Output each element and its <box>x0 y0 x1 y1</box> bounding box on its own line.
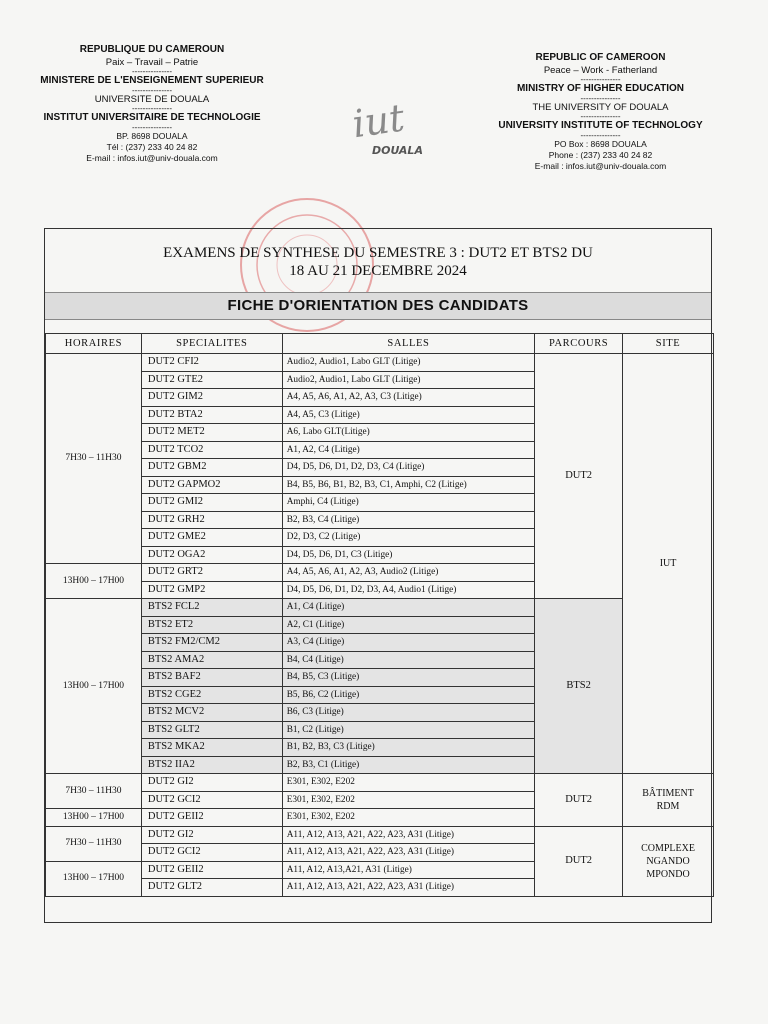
rooms-cell: Audio2, Audio1, Labo GLT (Litige) <box>282 354 534 372</box>
rooms-cell: A4, A5, A6, A1, A2, A3, C3 (Litige) <box>282 389 534 407</box>
rooms-cell: Audio2, Audio1, Labo GLT (Litige) <box>282 371 534 389</box>
email-en: E-mail : infos.iut@univ-douala.com <box>534 160 667 171</box>
exam-title <box>44 244 712 280</box>
separator: --------------- <box>580 75 621 84</box>
title-line-2: 18 AU 21 DECEMBRE 2024 <box>289 263 467 279</box>
site-line: NGANDO <box>646 855 690 867</box>
specialty-cell: DUT2 GLT2 <box>141 879 282 897</box>
track-cell: DUT2 <box>535 826 623 896</box>
rooms-cell: D4, D5, D6, D1, C3 (Litige) <box>282 546 534 564</box>
rooms-cell: B4, B5, C3 (Litige) <box>282 669 534 687</box>
site-line: COMPLEXE <box>641 842 695 854</box>
time-slot-cell: 13H00 – 17H00 <box>46 861 142 896</box>
country-fr: REPUBLIQUE DU CAMEROUN <box>79 44 225 55</box>
specialty-cell: DUT2 GI2 <box>141 826 282 844</box>
specialty-cell: DUT2 MET2 <box>141 424 282 442</box>
specialty-cell: BTS2 FCL2 <box>141 599 282 617</box>
rooms-cell: Amphi, C4 (Litige) <box>282 494 534 512</box>
specialty-cell: DUT2 GMP2 <box>141 581 282 599</box>
rooms-cell: A3, C4 (Litige) <box>282 634 534 652</box>
title-band <box>45 292 711 320</box>
rooms-cell: A11, A12, A13, A21, A22, A23, A31 (Litige) <box>282 879 534 897</box>
separator: --------------- <box>132 85 172 95</box>
rooms-cell: A6, Labo GLT(Litige) <box>282 424 534 442</box>
site-cell <box>623 826 714 896</box>
specialty-cell: DUT2 GCI2 <box>141 791 282 809</box>
col-header-horaires: HORAIRES <box>46 334 142 354</box>
specialty-cell: DUT2 TCO2 <box>141 441 282 459</box>
rooms-cell: B1, C2 (Litige) <box>282 721 534 739</box>
email-fr: E-mail : infos.iut@univ-douala.com <box>86 152 218 163</box>
specialty-cell: BTS2 FM2/CM2 <box>141 634 282 652</box>
specialty-cell: BTS2 CGE2 <box>141 686 282 704</box>
specialty-cell: DUT2 GAPMO2 <box>141 476 282 494</box>
specialty-cell: DUT2 GEII2 <box>141 861 282 879</box>
rooms-cell: A4, A5, C3 (Litige) <box>282 406 534 424</box>
separator: --------------- <box>132 67 172 76</box>
specialty-cell: BTS2 MKA2 <box>141 739 282 757</box>
track-cell: DUT2 <box>535 354 623 599</box>
specialty-cell: BTS2 AMA2 <box>141 651 282 669</box>
rooms-cell: A1, C4 (Litige) <box>282 599 534 617</box>
institute-fr: INSTITUT UNIVERSITAIRE DE TECHNOLOGIE <box>43 112 261 123</box>
time-slot-cell: 13H00 – 17H00 <box>46 599 142 774</box>
separator: --------------- <box>580 112 621 121</box>
site-cell <box>623 774 714 827</box>
rooms-cell: E301, E302, E202 <box>282 774 534 792</box>
rooms-cell: B4, C4 (Litige) <box>282 651 534 669</box>
track-cell: BTS2 <box>535 599 623 774</box>
rooms-cell: A2, C1 (Litige) <box>282 616 534 634</box>
rooms-cell: A1, A2, C4 (Litige) <box>282 441 534 459</box>
motto-fr: Paix – Travail – Patrie <box>105 56 199 68</box>
table-row <box>46 774 714 792</box>
phone-fr: Tél : (237) 233 40 24 82 <box>106 141 198 152</box>
rooms-cell: D4, D5, D6, D1, D2, D3, A4, Audio1 (Litige) <box>282 581 534 599</box>
iut-logo-icon <box>348 92 428 162</box>
specialty-cell: DUT2 GTE2 <box>141 371 282 389</box>
col-header-parcours: PARCOURS <box>535 334 623 354</box>
orientation-table <box>45 333 714 897</box>
specialty-cell: DUT2 GEII2 <box>141 809 282 827</box>
rooms-cell: A4, A5, A6, A1, A2, A3, Audio2 (Litige) <box>282 564 534 582</box>
rooms-cell: E301, E302, E202 <box>282 809 534 827</box>
institute-en: UNIVERSITY INSTITUTE OF TECHNOLOGY <box>498 120 703 131</box>
site-line: BÂTIMENT <box>642 787 694 799</box>
time-slot-cell: 7H30 – 11H30 <box>46 826 142 861</box>
rooms-cell: B2, B3, C4 (Litige) <box>282 511 534 529</box>
site-line: RDM <box>656 800 680 812</box>
rooms-cell: A11, A12, A13,A21, A31 (Litige) <box>282 861 534 879</box>
university-en: THE UNIVERSITY OF DOUALA <box>532 101 669 113</box>
motto-en: Peace – Work - Fatherland <box>543 64 658 76</box>
col-header-site: SITE <box>623 334 714 354</box>
rooms-cell: B6, C3 (Litige) <box>282 704 534 722</box>
time-slot-cell: 13H00 – 17H00 <box>46 809 142 827</box>
specialty-cell: DUT2 GCI2 <box>141 844 282 862</box>
col-header-specialites: SPECIALITES <box>141 334 282 354</box>
time-slot-cell: 7H30 – 11H30 <box>46 354 142 564</box>
specialty-cell: DUT2 GRT2 <box>141 564 282 582</box>
time-slot-cell: 7H30 – 11H30 <box>46 774 142 809</box>
header-right <box>478 52 723 172</box>
separator: --------------- <box>132 122 172 132</box>
rooms-cell: B5, B6, C2 (Litige) <box>282 686 534 704</box>
specialty-cell: BTS2 IIA2 <box>141 756 282 774</box>
separator: --------------- <box>132 104 172 113</box>
country-en: REPUBLIC OF CAMEROON <box>535 52 666 63</box>
specialty-cell: DUT2 GME2 <box>141 529 282 547</box>
track-cell: DUT2 <box>535 774 623 827</box>
logo-mark: iut <box>349 95 408 147</box>
header-left <box>32 44 272 164</box>
postal-box-fr: BP. 8698 DOUALA <box>116 130 188 141</box>
rooms-cell: D4, D5, D6, D1, D2, D3, C4 (Litige) <box>282 459 534 477</box>
postal-box-en: PO Box : 8698 DOUALA <box>554 138 647 149</box>
specialty-cell: DUT2 GRH2 <box>141 511 282 529</box>
specialty-cell: DUT2 GI2 <box>141 774 282 792</box>
separator: --------------- <box>580 130 621 140</box>
site-line: MPONDO <box>646 868 690 880</box>
rooms-cell: B1, B2, B3, C3 (Litige) <box>282 739 534 757</box>
ministry-fr: MINISTERE DE L'ENSEIGNEMENT SUPERIEUR <box>40 75 264 86</box>
specialty-cell: BTS2 BAF2 <box>141 669 282 687</box>
rooms-cell: A11, A12, A13, A21, A22, A23, A31 (Litige) <box>282 826 534 844</box>
rooms-cell: E301, E302, E202 <box>282 791 534 809</box>
ministry-en: MINISTRY OF HIGHER EDUCATION <box>516 83 685 94</box>
title-line-1: EXAMENS DE SYNTHESE DU SEMESTRE 3 : DUT2 ET BTS2 DU <box>163 245 593 261</box>
time-slot-cell: 13H00 – 17H00 <box>46 564 142 599</box>
site-cell: IUT <box>623 354 714 774</box>
specialty-cell: DUT2 OGA2 <box>141 546 282 564</box>
phone-en: Phone : (237) 233 40 24 82 <box>548 149 653 160</box>
university-fr: UNIVERSITE DE DOUALA <box>94 93 210 105</box>
table-header-row <box>46 334 714 354</box>
specialty-cell: DUT2 GBM2 <box>141 459 282 477</box>
specialty-cell: DUT2 GMI2 <box>141 494 282 512</box>
table-row <box>46 826 714 844</box>
band-title: FICHE D'ORIENTATION DES CANDIDATS <box>227 297 529 314</box>
rooms-cell: A11, A12, A13, A21, A22, A23, A31 (Litige) <box>282 844 534 862</box>
col-header-salles: SALLES <box>282 334 534 354</box>
rooms-cell: B4, B5, B6, B1, B2, B3, C1, Amphi, C2 (Litige) <box>282 476 534 494</box>
specialty-cell: BTS2 MCV2 <box>141 704 282 722</box>
table-row <box>46 354 714 372</box>
specialty-cell: BTS2 GLT2 <box>141 721 282 739</box>
specialty-cell: DUT2 GIM2 <box>141 389 282 407</box>
rooms-cell: B2, B3, C1 (Litige) <box>282 756 534 774</box>
separator: --------------- <box>580 93 621 103</box>
logo-city: DOUALA <box>372 144 423 157</box>
specialty-cell: DUT2 BTA2 <box>141 406 282 424</box>
rooms-cell: D2, D3, C2 (Litige) <box>282 529 534 547</box>
table-row <box>46 599 714 617</box>
specialty-cell: BTS2 ET2 <box>141 616 282 634</box>
specialty-cell: DUT2 CFI2 <box>141 354 282 372</box>
